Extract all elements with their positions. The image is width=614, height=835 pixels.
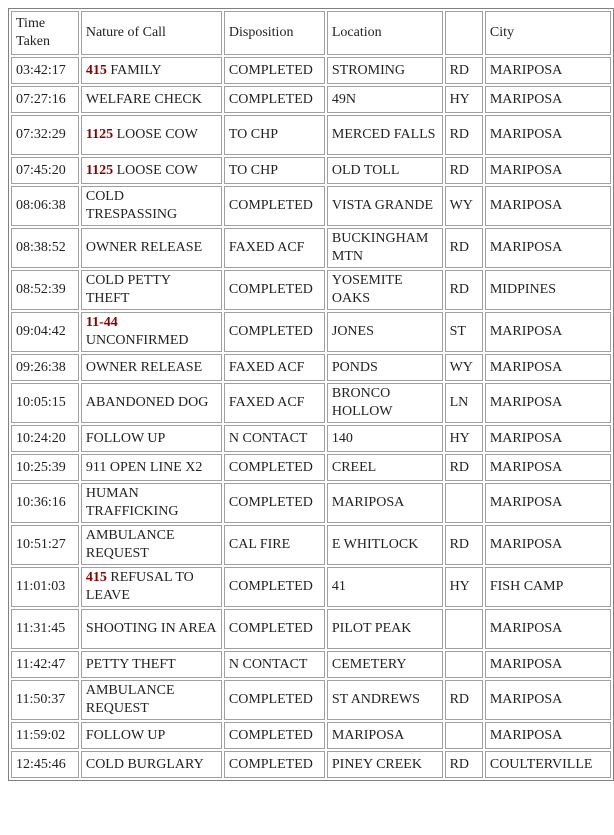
cell-disposition: COMPLETED [224,86,325,113]
cell-disposition: COMPLETED [224,57,325,84]
call-description: COLD BURGLARY [85,756,204,772]
call-description: 911 OPEN LINE X2 [85,459,203,475]
cell-disposition: FAXED ACF [224,354,325,381]
cell-location: YOSEMITE OAKS [327,270,443,310]
table-row [11,483,611,523]
cell-location: 49N [327,86,443,113]
cell-disposition: COMPLETED [224,751,325,778]
cell-time-taken: 10:24:20 [11,425,79,452]
cell-time-taken: 10:36:16 [11,483,79,523]
cell-city: MARIPOSA [485,525,611,565]
cell-time-taken: 07:32:29 [11,115,79,155]
cell-city: MIDPINES [485,270,611,310]
call-description: COLD TRESPASSING [85,189,178,222]
cell-time-taken: 11:42:47 [11,651,79,678]
table-row [11,722,611,749]
cell-location: 41 [327,567,443,607]
cell-time-taken: 09:04:42 [11,312,79,352]
cell-disposition: TO CHP [224,157,325,184]
cell-nature-of-call [81,115,222,155]
cell-location: CEMETERY [327,651,443,678]
cell-city: MARIPOSA [485,354,611,381]
table-row [11,228,611,268]
cell-time-taken: 11:50:37 [11,680,79,720]
cell-city: MARIPOSA [485,483,611,523]
cell-nature-of-call [81,609,222,649]
cell-nature-of-call [81,722,222,749]
cell-city: FISH CAMP [485,567,611,607]
cell-street-suffix: RD [445,115,483,155]
cell-location: OLD TOLL [327,157,443,184]
cell-nature-of-call [81,425,222,452]
cell-nature-of-call [81,86,222,113]
cell-location: E WHITLOCK [327,525,443,565]
cell-city: MARIPOSA [485,454,611,481]
table-row [11,86,611,113]
header-location: Location [327,11,443,55]
cell-street-suffix [445,483,483,523]
call-description: OWNER RELEASE [85,240,203,256]
cell-location: BRONCO HOLLOW [327,383,443,423]
table-row [11,354,611,381]
cell-time-taken: 03:42:17 [11,57,79,84]
cell-street-suffix: RD [445,751,483,778]
cell-time-taken: 09:26:38 [11,354,79,381]
cell-location: MARIPOSA [327,483,443,523]
cell-disposition: COMPLETED [224,609,325,649]
cell-disposition: FAXED ACF [224,383,325,423]
cell-disposition: COMPLETED [224,567,325,607]
cell-time-taken: 11:01:03 [11,567,79,607]
cell-nature-of-call [81,312,222,352]
call-log-table [8,8,614,781]
cell-disposition: N CONTACT [224,425,325,452]
call-description: SHOOTING IN AREA [85,621,217,637]
call-description: COLD PETTY THEFT [85,273,171,306]
cell-city: MARIPOSA [485,115,611,155]
table-row [11,186,611,226]
call-description: AMBULANCE REQUEST [85,528,175,561]
cell-city: COULTERVILLE [485,751,611,778]
call-description: LOOSE COW [116,162,198,178]
cell-disposition: COMPLETED [224,186,325,226]
table-row [11,454,611,481]
call-description: FOLLOW UP [85,727,166,743]
call-code: 11-44 [85,315,118,331]
table-row [11,425,611,452]
table-header [11,11,611,55]
call-code: 415 [85,62,107,78]
cell-nature-of-call [81,525,222,565]
cell-street-suffix: WY [445,186,483,226]
cell-city: MARIPOSA [485,86,611,113]
cell-street-suffix: HY [445,567,483,607]
cell-location: MARIPOSA [327,722,443,749]
cell-street-suffix: HY [445,425,483,452]
cell-street-suffix [445,722,483,749]
cell-location: JONES [327,312,443,352]
cell-city: MARIPOSA [485,383,611,423]
cell-location: CREEL [327,454,443,481]
cell-disposition: COMPLETED [224,483,325,523]
table-row [11,270,611,310]
cell-location: PINEY CREEK [327,751,443,778]
header-nature-of-call: Nature of Call [81,11,222,55]
cell-city: MARIPOSA [485,186,611,226]
call-code: 1125 [85,162,114,178]
cell-location: MERCED FALLS [327,115,443,155]
cell-city: MARIPOSA [485,312,611,352]
cell-nature-of-call [81,57,222,84]
cell-location: BUCKINGHAM MTN [327,228,443,268]
cell-nature-of-call [81,228,222,268]
cell-nature-of-call [81,680,222,720]
cell-street-suffix: RD [445,454,483,481]
cell-street-suffix: RD [445,57,483,84]
cell-street-suffix: LN [445,383,483,423]
cell-location: STROMING [327,57,443,84]
header-city: City [485,11,611,55]
cell-street-suffix: RD [445,157,483,184]
header-disposition: Disposition [224,11,325,55]
cell-location: PILOT PEAK [327,609,443,649]
cell-disposition: COMPLETED [224,680,325,720]
call-description: HUMAN TRAFFICKING [85,486,179,519]
cell-disposition: N CONTACT [224,651,325,678]
cell-street-suffix: RD [445,270,483,310]
cell-street-suffix: RD [445,228,483,268]
call-description: PETTY THEFT [85,656,176,672]
cell-nature-of-call [81,567,222,607]
cell-time-taken: 10:05:15 [11,383,79,423]
cell-nature-of-call [81,751,222,778]
cell-nature-of-call [81,270,222,310]
table-row [11,567,611,607]
cell-city: MARIPOSA [485,680,611,720]
cell-time-taken: 07:45:20 [11,157,79,184]
table-body [11,57,611,778]
cell-disposition: COMPLETED [224,312,325,352]
cell-disposition: COMPLETED [224,454,325,481]
cell-time-taken: 11:59:02 [11,722,79,749]
call-code: 1125 [85,127,114,143]
header-time-taken: Time Taken [11,11,79,55]
call-description: LOOSE COW [116,127,198,143]
cell-location: VISTA GRANDE [327,186,443,226]
call-description: FAMILY [110,62,162,78]
table-row [11,680,611,720]
table-row [11,651,611,678]
call-description: ABANDONED DOG [85,395,209,411]
call-description: REFUSAL TO LEAVE [85,570,194,603]
cell-location: ST ANDREWS [327,680,443,720]
cell-city: MARIPOSA [485,722,611,749]
table-row [11,312,611,352]
cell-city: MARIPOSA [485,425,611,452]
header-street-suffix [445,11,483,55]
call-description: FOLLOW UP [85,430,166,446]
cell-street-suffix: RD [445,680,483,720]
cell-street-suffix: HY [445,86,483,113]
cell-nature-of-call [81,157,222,184]
call-code: 415 [85,570,107,586]
call-log-container [8,8,614,781]
cell-city: MARIPOSA [485,651,611,678]
cell-time-taken: 08:38:52 [11,228,79,268]
cell-time-taken: 11:31:45 [11,609,79,649]
table-row [11,115,611,155]
cell-city: MARIPOSA [485,609,611,649]
cell-nature-of-call [81,454,222,481]
cell-city: MARIPOSA [485,157,611,184]
cell-time-taken: 08:52:39 [11,270,79,310]
cell-nature-of-call [81,651,222,678]
cell-nature-of-call [81,354,222,381]
table-row [11,751,611,778]
cell-nature-of-call [81,383,222,423]
cell-disposition: CAL FIRE [224,525,325,565]
table-row [11,383,611,423]
cell-time-taken: 12:45:46 [11,751,79,778]
cell-time-taken: 08:06:38 [11,186,79,226]
call-description: AMBULANCE REQUEST [85,683,175,716]
call-description: OWNER RELEASE [85,359,203,375]
cell-nature-of-call [81,186,222,226]
cell-disposition: TO CHP [224,115,325,155]
cell-street-suffix: RD [445,525,483,565]
cell-city: MARIPOSA [485,228,611,268]
call-description: WELFARE CHECK [85,91,202,107]
cell-time-taken: 07:27:16 [11,86,79,113]
call-description: UNCONFIRMED [85,333,189,348]
table-row [11,525,611,565]
cell-disposition: COMPLETED [224,270,325,310]
cell-street-suffix: ST [445,312,483,352]
cell-street-suffix [445,651,483,678]
cell-street-suffix: WY [445,354,483,381]
cell-location: 140 [327,425,443,452]
cell-nature-of-call [81,483,222,523]
cell-location: PONDS [327,354,443,381]
table-row [11,157,611,184]
cell-street-suffix [445,609,483,649]
cell-city: MARIPOSA [485,57,611,84]
cell-time-taken: 10:51:27 [11,525,79,565]
table-row [11,57,611,84]
table-row [11,609,611,649]
header-row [11,11,611,55]
cell-disposition: FAXED ACF [224,228,325,268]
cell-time-taken: 10:25:39 [11,454,79,481]
cell-disposition: COMPLETED [224,722,325,749]
